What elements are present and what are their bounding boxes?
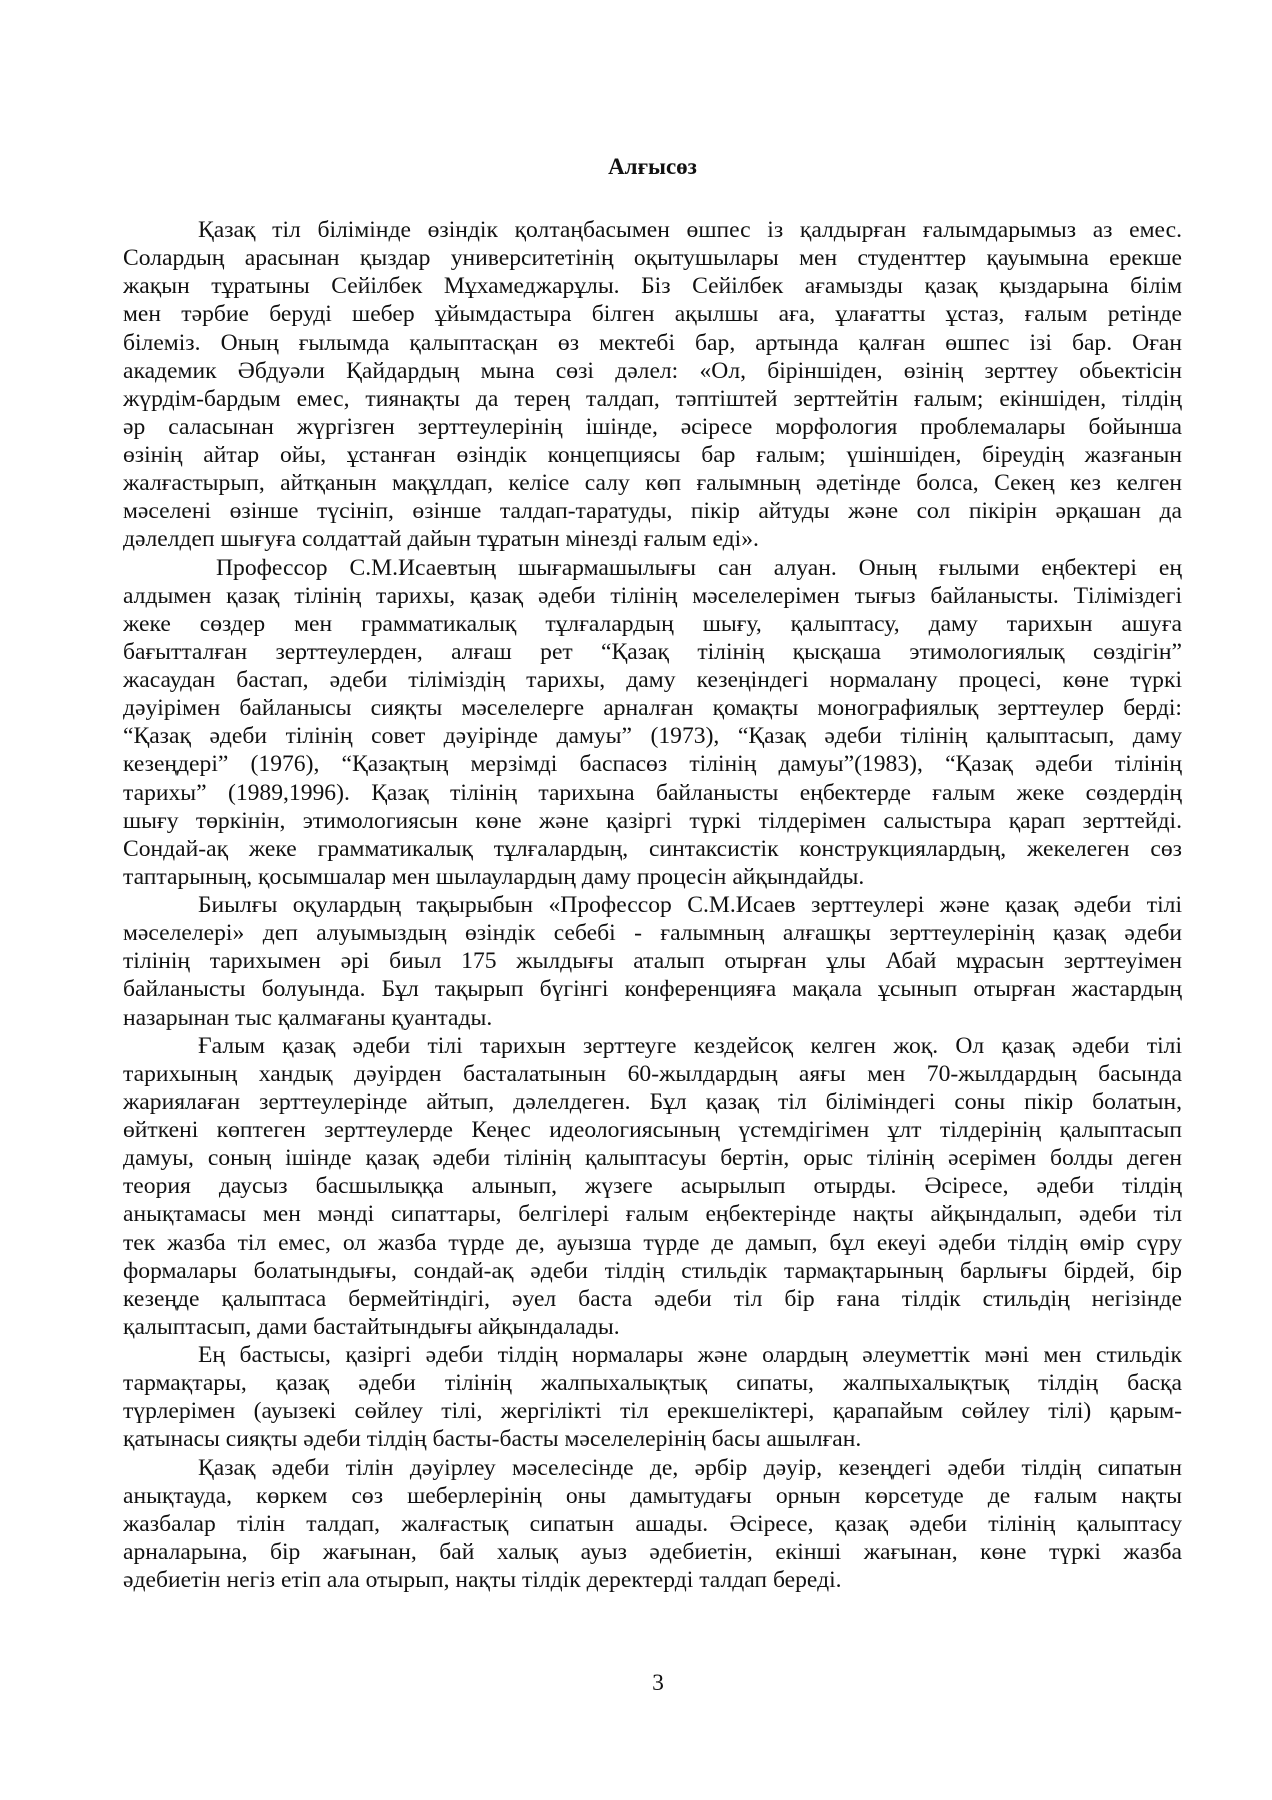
text-line: жалғастырып, айтқанын мақұлдап, келісе салу көп ғалымның әдетінде болса, Секең кез келген: [123, 470, 1182, 497]
text-line: өзінің айтар ойы, ұстанған өзіндік концепциясы бар ғалым; үшіншіден, біреудің жазғанын: [123, 442, 1182, 468]
text-line: Биылғы оқулардың тақырыбын «Профессор С.М.Исаев зерттеулері және қазақ әдеби тілі: [198, 892, 1182, 918]
text-line: назарынан тыс қалмағаны қуантады.: [123, 1004, 493, 1031]
text-line: тармақтары, қазақ әдеби тілінің жалпыхалықтық сипаты, жалпыхалықтық тілдің басқа: [123, 1370, 1182, 1397]
text-line: Солардың арасынан қыздар университетінің оқытушылары мен студенттер қауымына ерекше: [123, 245, 1182, 272]
text-line: дамуы, соның ішінде қазақ әдеби тілінің қалыптасуы бертін, орыс тілінің әсерімен болды деген: [123, 1145, 1182, 1172]
paragraph: [123, 1454, 1182, 1595]
text-line: жасаудан бастап, әдеби тіліміздің тарихы, даму кезеңіндегі нормалану процесі, көне түркі: [123, 667, 1182, 693]
text-line: формалары болатындығы, сондай-ақ әдеби тілдің стильдік тармақтарының барлығы бірдей, бір: [123, 1257, 1182, 1284]
text-line: мәселені өзінше түсініп, өзінше талдап-таратуды, пікір айтуды және сол пікірін әрқашан да: [123, 498, 1182, 525]
text-line: жүрдім-бардым емес, тиянақты да терең талдап, тәптіштей зерттейтін ғалым; екіншіден, тілдің: [123, 385, 1182, 412]
text-line: арналарына, бір жағынан, бай халық ауыз әдебиетін, екінші жағынан, көне түркі жазба: [123, 1538, 1182, 1565]
text-line: әр саласынан жүргізген зерттеулерінің ішінде, әсіресе морфология проблемалары бойынша: [123, 413, 1182, 440]
text-line: алдымен қазақ тілінің тарихы, қазақ әдеби тілінің мәселелерімен тығыз байланысты. Тіліміздегі: [123, 582, 1182, 609]
text-line: тарихы” (1989,1996). Қазақ тілінің тарихына байланысты еңбектерде ғалым жеке сөздердің: [123, 779, 1182, 806]
text-line: академик Әбдуәли Қайдардың мына сөзі дәлел: «Ол, біріншіден, өзінің зерттеу обьектісін: [123, 357, 1182, 384]
text-line: қатынасы сияқты әдеби тілдің басты-басты мәселелерінің басы ашылған.: [123, 1426, 862, 1453]
text-line: дәлелдеп шығуға солдаттай дайын тұратын мінезді ғалым еді».: [123, 526, 759, 553]
paragraph: [123, 554, 1182, 892]
text-line: тек жазба тіл емес, ол жазба түрде де, ауызша түрде де дамып, бұл екеуі әдеби тілдің өмір сүру: [123, 1229, 1182, 1256]
text-line: Сондай-ақ жеке грамматикалық тұлғалардың, синтаксистік конструкциялардың, жекелеген сөз: [123, 835, 1182, 862]
page-title: Алғысөз: [608, 154, 697, 179]
text-line: жеке сөздер мен грамматикалық тұлғалардың шығу, қалыптасу, даму тарихын ашуға: [123, 610, 1182, 637]
text-line: дәуірімен байланысы сияқты мәселелерге арналған қомақты монографиялық зерттеулер берді:: [123, 695, 1182, 722]
paragraph: [123, 1341, 1182, 1454]
text-line: кезеңде қалыптаса бермейтіндігі, әуел баста әдеби тіл бір ғана тілдік стильдің негізінде: [123, 1285, 1182, 1312]
paragraph: [123, 891, 1182, 1032]
text-line: мәселелері» деп алуымыздың өзіндік себебі - ғалымның алғашқы зерттеулерінің қазақ әдеби: [123, 920, 1182, 947]
text-line: Ғалым қазақ әдеби тілі тарихын зерттеуге кездейсоқ келген жоқ. Ол қазақ әдеби тілі: [198, 1032, 1182, 1059]
text-line: жазбалар тілін талдап, жалғастық сипатын ашады. Әсіресе, қазақ әдеби тілінің қалыптасу: [123, 1510, 1182, 1537]
text-line: жақын тұратыны Сейілбек Мұхамеджарұлы. Біз Сейілбек ағамызды қазақ қыздарына білім: [123, 273, 1182, 300]
text-line: әдебиетін негіз етіп ала отырып, нақты тілдік деректерді талдап береді.: [123, 1567, 842, 1593]
text-line: анықтамасы мен мәнді сипаттары, белгілері ғалым еңбектерінде нақты айқындалып, әдеби тіл: [123, 1201, 1182, 1228]
document-body: [123, 216, 1182, 1594]
text-line: кезеңдері” (1976), “Қазақтың мерзімді баспасөз тілінің дамуы”(1983), “Қазақ әдеби тілінің: [123, 751, 1182, 778]
text-line: Қазақ әдеби тілін дәуірлеу мәселесінде де, әрбір дәуір, кезеңдегі әдеби тілдің сипатын: [198, 1454, 1182, 1481]
text-line: тілінің тарихымен әрі биыл 175 жылдығы аталып отырған ұлы Абай мұрасын зерттеуімен: [123, 948, 1182, 975]
text-line: анықтауда, көркем сөз шеберлерінің оны дамытудағы орнын көрсетуде де ғалым нақты: [123, 1482, 1182, 1509]
text-line: таптарының, қосымшалар мен шылаулардың даму процесін айқындайды.: [123, 863, 865, 890]
text-line: білеміз. Оның ғылымда қалыптасқан өз мектебі бар, артында қалған өшпес ізі бар. Оған: [123, 329, 1182, 356]
text-line: байланысты болуында. Бұл тақырып бүгінгі конференцияға мақала ұсынып отырған жастардың: [123, 976, 1182, 1003]
text-line: қалыптасып, дами бастайтындығы айқындалады.: [123, 1313, 620, 1340]
text-line: Қазақ тіл білімінде өзіндік қолтаңбасымен өшпес із қалдырған ғалымдарымыз аз емес.: [198, 217, 1182, 243]
text-line: шығу төркінін, этимологиясын көне және қазіргі түркі тілдерімен салыстыра қарап зерттейді.: [123, 807, 1182, 834]
text-line: жариялаған зерттеулерінде айтып, дәлелдеген. Бұл қазақ тіл біліміндегі соны пікір болатын,: [123, 1088, 1182, 1115]
paragraph: [123, 216, 1182, 554]
text-line: теория даусыз басшылыққа алынып, жүзеге асырылып отырды. Әсіресе, әдеби тілдің: [123, 1173, 1182, 1200]
page-number: 3: [652, 1670, 664, 1696]
text-line: тарихының хандық дәуірден басталатынын 60-жылдардың аяғы мен 70-жылдардың басында: [123, 1060, 1182, 1087]
text-line: бағытталған зерттеулерден, алғаш рет “Қазақ тілінің қысқаша этимологиялық сөздігін”: [123, 638, 1182, 665]
text-line: Профессор С.М.Исаевтың шығармашылығы сан алуан. Оның ғылыми еңбектері ең: [216, 554, 1182, 581]
paragraph: [123, 1032, 1182, 1341]
text-line: Ең бастысы, қазіргі әдеби тілдің нормалары және олардың әлеуметтік мәні мен стильдік: [198, 1342, 1182, 1368]
text-line: өйткені көптеген зерттеулерде Кеңес идеологиясының үстемдігімен ұлт тілдерінің қалыптасып: [123, 1117, 1182, 1143]
text-line: мен тәрбие беруді шебер ұйымдастыра білген ақылшы аға, ұлағатты ұстаз, ғалым ретінде: [123, 301, 1182, 328]
text-line: түрлерімен (ауызекі сөйлеу тілі, жергілікті тіл ерекшеліктері, қарапайым сөйлеу тілі) қарым-: [123, 1398, 1182, 1425]
text-line: “Қазақ әдеби тілінің совет дәуірінде дамуы” (1973), “Қазақ әдеби тілінің қалыптасып, даму: [123, 723, 1182, 750]
